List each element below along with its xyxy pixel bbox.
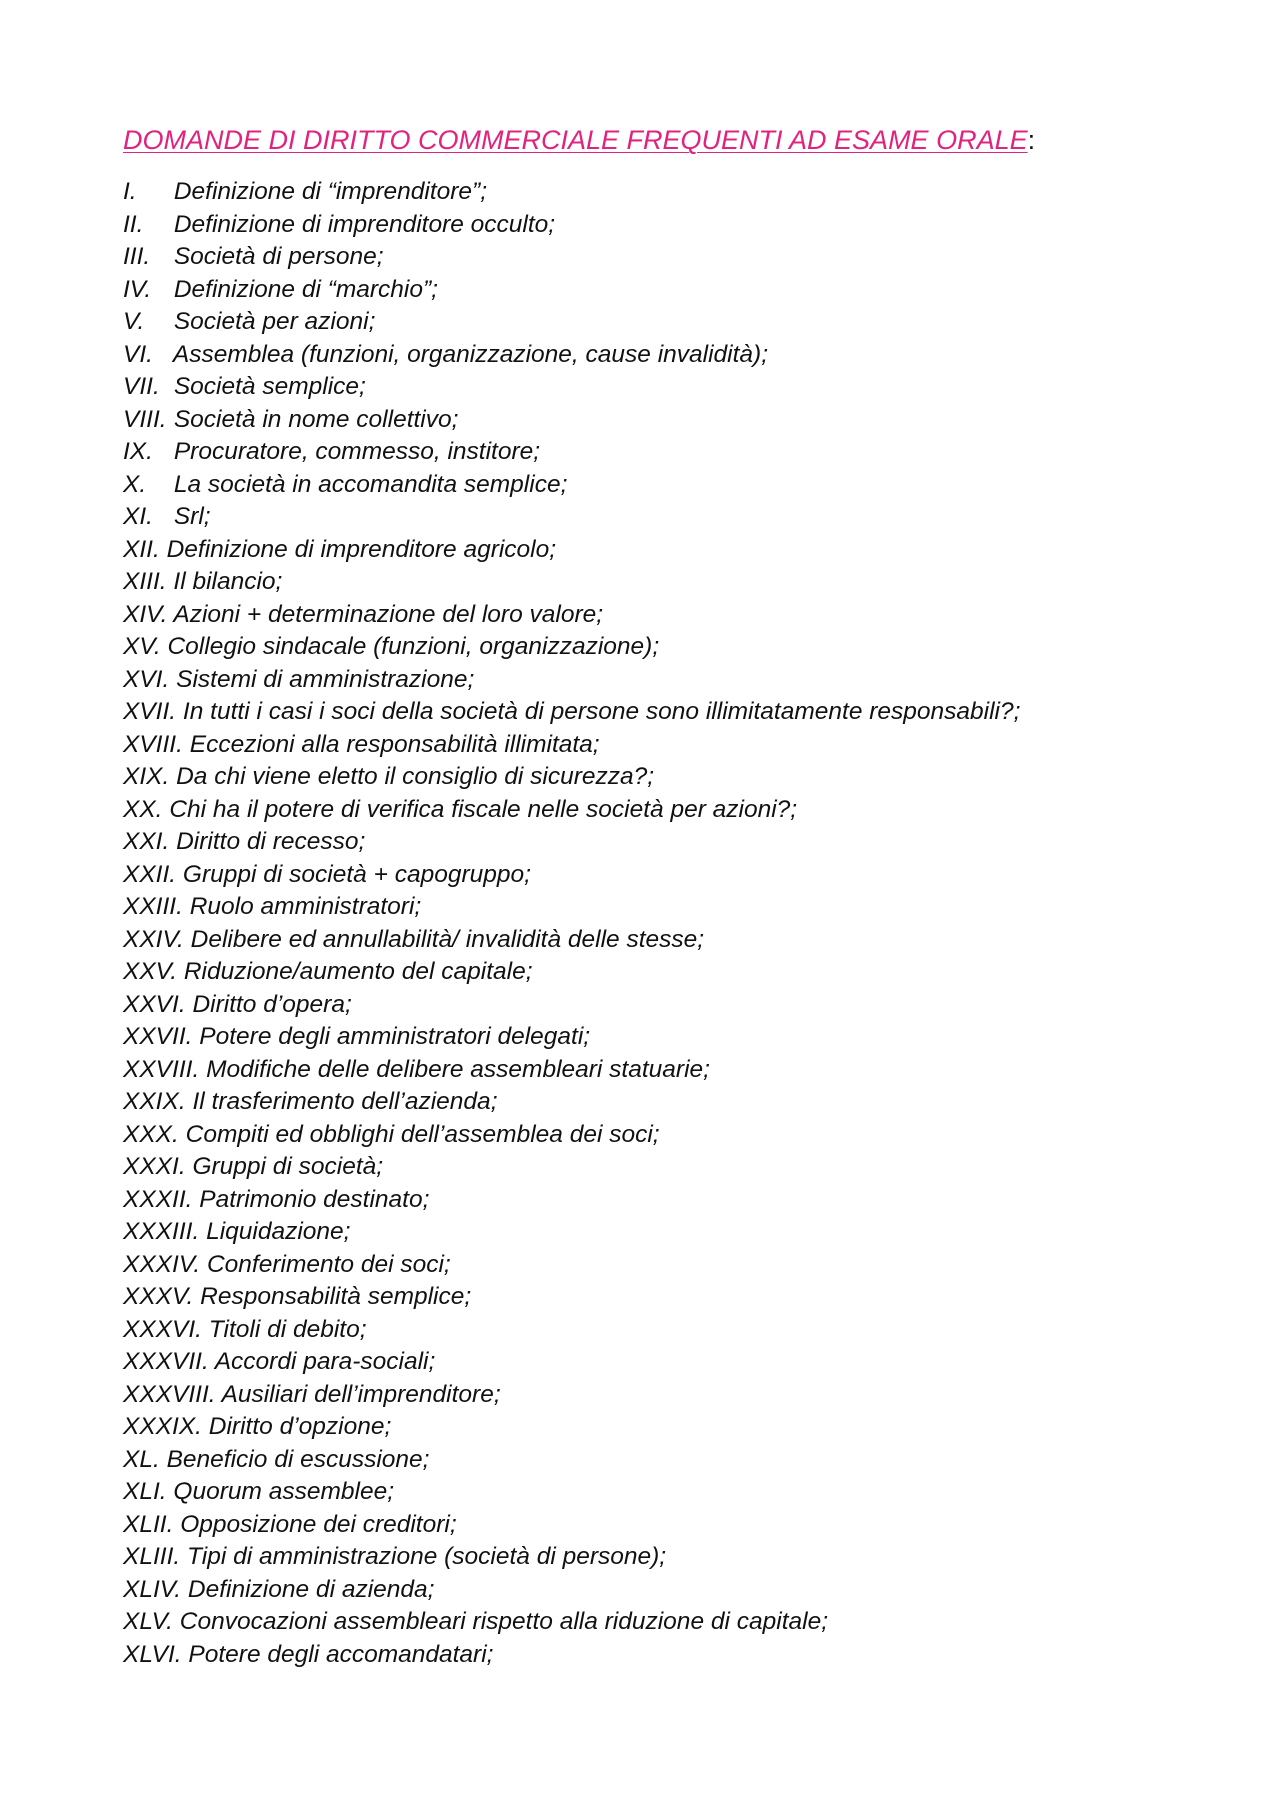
list-item-text: Sistemi di amministrazione; <box>176 665 475 693</box>
list-item-number: XLV. <box>123 1608 173 1635</box>
list-item <box>123 306 1203 339</box>
list-item-text: Convocazioni assembleari rispetto alla riduzione di capitale; <box>179 1608 828 1635</box>
list-item <box>123 339 1203 372</box>
list-item <box>123 1216 1203 1249</box>
list-item-number: XL. <box>123 1445 160 1473</box>
list-item <box>123 924 1203 957</box>
list-item-number: XLI. <box>123 1478 167 1505</box>
list-item-text: Titoli di debito; <box>208 1315 367 1343</box>
list-item-number: XVIII. <box>123 730 183 758</box>
list-item-text: Il trasferimento dell’azienda; <box>192 1088 498 1115</box>
list-item <box>123 1444 1203 1477</box>
list-item <box>123 1541 1203 1574</box>
list-item <box>123 599 1203 632</box>
list-item <box>123 241 1203 274</box>
list-item-number: XXXVII. <box>123 1348 209 1375</box>
list-item-number: XII. <box>123 535 160 563</box>
list-item-text: Conferimento dei soci; <box>206 1250 451 1278</box>
list-item <box>123 956 1203 989</box>
list-item-number: XV. <box>123 633 161 660</box>
list-item <box>123 794 1203 827</box>
list-item-number: XX. <box>123 795 163 823</box>
list-item-text: Diritto d’opera; <box>192 990 352 1018</box>
list-item-text: Ruolo amministratori; <box>189 893 422 920</box>
list-item-text: Patrimonio destinato; <box>199 1185 430 1213</box>
list-item-number: XXII. <box>123 860 177 888</box>
list-item <box>123 696 1203 729</box>
list-item-text: Riduzione/aumento del capitale; <box>183 958 533 985</box>
list-item-number: XXXVIII. <box>123 1380 216 1408</box>
list-item-text: Assemblea (funzioni, organizzazione, cause invalidità); <box>172 340 769 368</box>
list-item-number: XLIII. <box>123 1543 181 1570</box>
list-item <box>123 566 1203 599</box>
list-item-number: XIII. <box>123 568 167 595</box>
list-item <box>123 859 1203 892</box>
list-item-number: VI. <box>123 340 153 368</box>
list-item <box>123 534 1203 567</box>
document-title: DOMANDE DI DIRITTO COMMERCIALE FREQUENTI AD ESAME ORALE <box>123 125 1028 155</box>
list-item-number: XXXVI. <box>123 1315 202 1343</box>
list-item-text: Delibere ed annullabilità/ invalidità delle stesse; <box>190 925 705 953</box>
list-item-text: Eccezioni alla responsabilità illimitata; <box>189 730 600 758</box>
list-item-number: II. <box>123 210 144 238</box>
question-list <box>123 176 1203 1671</box>
list-item-text: Responsabilità semplice; <box>200 1283 472 1310</box>
list-item <box>123 1184 1203 1217</box>
list-item-number: III. <box>123 243 151 270</box>
list-item <box>123 1606 1203 1639</box>
list-item <box>123 501 1203 534</box>
document-page <box>123 120 1203 1671</box>
list-item-text: Gruppi di società + capogruppo; <box>182 860 531 888</box>
list-item-number: XXX. <box>123 1120 179 1148</box>
list-item-text: Potere degli accomandatari; <box>188 1640 494 1668</box>
list-item-number: XVII. <box>123 698 177 725</box>
list-item-text: Srl; <box>173 503 211 530</box>
list-item <box>123 1249 1203 1282</box>
list-item-text: Diritto di recesso; <box>176 828 366 855</box>
list-item <box>123 274 1203 307</box>
list-item <box>123 1639 1203 1672</box>
list-item <box>123 1476 1203 1509</box>
list-item-number: IV. <box>123 275 152 303</box>
list-item <box>123 1346 1203 1379</box>
list-item-number: VIII. <box>123 405 167 433</box>
list-item-number: XLIV. <box>123 1575 182 1603</box>
list-item-text: In tutti i casi i soci della società di persone sono illimitatamente responsabili?; <box>182 698 1021 725</box>
list-item-number: XIX. <box>123 763 170 790</box>
list-item-number: XXVII. <box>123 1023 193 1050</box>
list-item-number: XXIII. <box>123 893 183 920</box>
list-item-number: XIV. <box>123 600 168 628</box>
list-item-text: Società di persone; <box>173 243 384 270</box>
list-item-text: Quorum assemblee; <box>173 1478 395 1505</box>
list-item-text: La società in accomandita semplice; <box>173 470 568 498</box>
list-item <box>123 826 1203 859</box>
list-item-text: Definizione di “imprenditore”; <box>173 178 488 205</box>
list-item-text: Compiti ed obblighi dell’assemblea dei soci; <box>185 1120 660 1148</box>
list-item <box>123 404 1203 437</box>
list-item-text: Diritto d’opzione; <box>208 1413 392 1440</box>
list-item-text: Procuratore, commesso, institore; <box>173 438 541 465</box>
list-item <box>123 1054 1203 1087</box>
list-item-text: Modifiche delle delibere assembleari statuarie; <box>206 1055 710 1083</box>
list-item <box>123 1151 1203 1184</box>
list-item-text: Azioni + determinazione del loro valore; <box>173 600 604 628</box>
list-item-text: Liquidazione; <box>206 1218 351 1245</box>
list-item-number: XXXII. <box>123 1185 193 1213</box>
list-item-number: XI. <box>123 503 153 530</box>
list-item <box>123 761 1203 794</box>
list-item <box>123 469 1203 502</box>
document-title-line <box>123 120 1203 160</box>
list-item-number: XLII. <box>123 1510 174 1538</box>
list-item-text: Il bilancio; <box>173 568 283 595</box>
list-item-number: XXXIV. <box>123 1250 201 1278</box>
list-item-text: Accordi para-sociali; <box>214 1348 436 1375</box>
list-item-number: VII. <box>123 373 160 400</box>
list-item-text: Opposizione dei creditori; <box>180 1510 457 1538</box>
list-item <box>123 631 1203 664</box>
list-item-number: XXXIX. <box>123 1413 202 1440</box>
list-item-number: V. <box>123 308 145 335</box>
list-item <box>123 1281 1203 1314</box>
list-item <box>123 1411 1203 1444</box>
list-item-text: Società semplice; <box>173 373 366 400</box>
list-item-number: IX. <box>123 438 153 465</box>
list-item-number: XXIX. <box>123 1088 186 1115</box>
list-item-text: Definizione di imprenditore occulto; <box>173 210 556 238</box>
list-item-number: XXVIII. <box>123 1055 200 1083</box>
list-item-text: Definizione di “marchio”; <box>173 275 438 303</box>
list-item <box>123 176 1203 209</box>
list-item-number: XXV. <box>123 958 178 985</box>
list-item <box>123 209 1203 242</box>
list-item <box>123 1574 1203 1607</box>
list-item-text: Definizione di azienda; <box>187 1575 435 1603</box>
list-item-number: XLVI. <box>123 1640 182 1668</box>
list-item-text: Ausiliari dell’imprenditore; <box>221 1380 501 1408</box>
list-item <box>123 371 1203 404</box>
list-item-text: Collegio sindacale (funzioni, organizzazione); <box>167 633 660 660</box>
list-item-number: XXXIII. <box>123 1218 200 1245</box>
list-item <box>123 729 1203 762</box>
list-item <box>123 1119 1203 1152</box>
list-item <box>123 1379 1203 1412</box>
list-item-text: Da chi viene eletto il consiglio di sicurezza?; <box>176 763 655 790</box>
list-item-number: XXXV. <box>123 1283 194 1310</box>
list-item <box>123 1086 1203 1119</box>
list-item-text: Società in nome collettivo; <box>173 405 459 433</box>
list-item-number: I. <box>123 178 137 205</box>
list-item <box>123 1509 1203 1542</box>
list-item-text: Definizione di imprenditore agricolo; <box>166 535 557 563</box>
list-item-number: XVI. <box>123 665 170 693</box>
document-title-colon: : <box>1027 125 1036 155</box>
list-item-text: Gruppi di società; <box>192 1153 384 1180</box>
list-item <box>123 1314 1203 1347</box>
list-item-text: Tipi di amministrazione (società di persone); <box>187 1543 667 1570</box>
list-item <box>123 989 1203 1022</box>
list-item-number: XXXI. <box>123 1153 186 1180</box>
list-item-number: XXIV. <box>123 925 184 953</box>
list-item <box>123 664 1203 697</box>
list-item-text: Chi ha il potere di verifica fiscale nelle società per azioni?; <box>169 795 798 823</box>
list-item-text: Beneficio di escussione; <box>166 1445 430 1473</box>
list-item-number: XXVI. <box>123 990 186 1018</box>
list-item-number: X. <box>123 470 147 498</box>
list-item <box>123 436 1203 469</box>
list-item-text: Società per azioni; <box>173 308 376 335</box>
list-item <box>123 891 1203 924</box>
list-item-text: Potere degli amministratori delegati; <box>199 1023 591 1050</box>
list-item <box>123 1021 1203 1054</box>
list-item-number: XXI. <box>123 828 170 855</box>
